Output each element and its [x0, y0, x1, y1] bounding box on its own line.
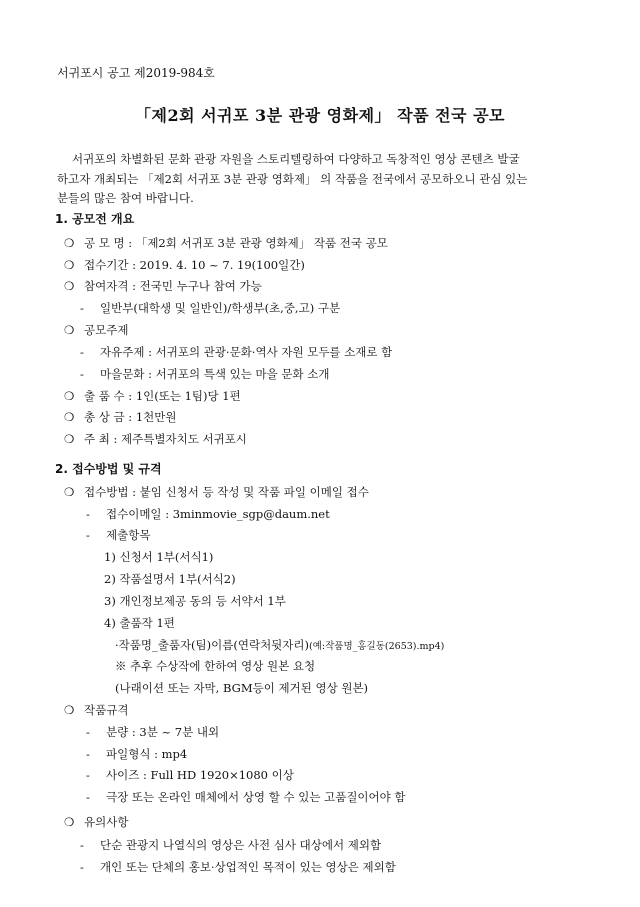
list-subitem: - 단순 관광지 나열식의 영상은 사전 심사 대상에서 제외함 [80, 838, 382, 852]
bullet-circle-icon: ❍ [64, 258, 75, 272]
bullet-circle-icon: ❍ [64, 432, 75, 446]
intro-line-3: 분들의 많은 참여 바랍니다. [57, 191, 194, 205]
list-item: ❍ 유의사항 [64, 815, 129, 829]
dash-bullet: - [86, 790, 90, 804]
bullet-circle-icon: ❍ [64, 323, 75, 337]
list-subitem: - 제출항목 [86, 528, 151, 542]
email-address: 접수이메일 : 3minmovie_sgp@daum.net [106, 507, 330, 521]
list-item: ❍ 참여자격 : 전국민 누구나 참여 가능 [64, 279, 262, 293]
bullet-circle-icon: ❍ [64, 410, 75, 424]
numbered-item: 1) 신청서 1부(서식1) [104, 550, 214, 564]
dash-bullet: - [86, 768, 90, 782]
dash-bullet: - [80, 345, 84, 359]
bullet-circle-icon: ❍ [64, 815, 75, 829]
dash-bullet: - [86, 528, 90, 542]
list-subitem [86, 507, 330, 522]
dash-bullet: - [80, 301, 84, 315]
bullet-circle-icon: ❍ [64, 236, 75, 250]
section1-heading: 1. 공모전 개요 [55, 212, 135, 226]
list-subitem: - 분량 : 3분 ~ 7분 내외 [86, 725, 220, 739]
dash-bullet: - [86, 507, 90, 521]
note-line: ※ 추후 수상작에 한하여 영상 원본 요청 [115, 659, 316, 673]
bullet-circle-icon: ❍ [64, 389, 75, 403]
list-subitem: - 파일형식 : mp4 [86, 747, 188, 761]
dash-bullet: - [80, 838, 84, 852]
numbered-item: 3) 개인정보제공 동의 등 서약서 1부 [104, 594, 286, 608]
notice-number: 서귀포시 공고 제2019-984호 [57, 66, 215, 80]
list-subitem: - 일반부(대학생 및 일반인)/학생부(초,중,고) 구분 [80, 301, 341, 315]
dash-bullet: - [86, 747, 90, 761]
dash-bullet: - [80, 860, 84, 874]
list-subitem: - 사이즈 : Full HD 1920×1080 이상 [86, 768, 294, 782]
list-item: ❍ 접수방법 : 붙임 신청서 등 작성 및 작품 파일 이메일 접수 [64, 485, 369, 499]
list-subitem: - 자유주제 : 서귀포의 관광·문화·역사 자원 모두를 소재로 함 [80, 345, 393, 359]
bullet-circle-icon: ❍ [64, 279, 75, 293]
numbered-item: 2) 작품설명서 1부(서식2) [104, 572, 236, 586]
filename-example: (예:작품명_홍길동(2653).mp4) [309, 641, 445, 652]
list-item: ❍ 공 모 명 : 「제2회 서귀포 3분 관광 영화제」 작품 전국 공모 [64, 236, 388, 250]
list-subitem: - 개인 또는 단체의 홍보·상업적인 목적이 있는 영상은 제외함 [80, 860, 396, 874]
list-item: ❍ 출 품 수 : 1인(또는 1팀)당 1편 [64, 389, 241, 403]
bullet-circle-icon: ❍ [64, 703, 75, 717]
intro-line-1: 서귀포의 차별화된 문화 관광 자원을 스토리텔링하여 다양하고 독창적인 영상 콘텐츠 발굴 [72, 152, 520, 166]
section2-heading: 2. 접수방법 및 규격 [55, 462, 162, 476]
list-item: ❍ 작품규격 [64, 703, 129, 717]
list-item: ❍ 주 최 : 제주특별자치도 서귀포시 [64, 432, 247, 446]
dash-bullet: - [86, 725, 90, 739]
list-item: ❍ 총 상 금 : 1천만원 [64, 410, 177, 424]
numbered-item: 4) 출품작 1편 [104, 616, 175, 630]
list-subitem: - 마을문화 : 서귀포의 특색 있는 마을 문화 소개 [80, 367, 330, 381]
page-title: 「제2회 서귀포 3분 관광 영화제」 작품 전국 공모 [134, 106, 505, 125]
list-item: ❍ 접수기간 : 2019. 4. 10 ~ 7. 19(100일간) [64, 258, 305, 272]
bullet-circle-icon: ❍ [64, 485, 75, 499]
filename-format: ·작품명_출품자(팀)이름(연락처뒷자리)(예:작품명_홍길동(2653).mp4) [115, 638, 445, 652]
dash-bullet: - [80, 367, 84, 381]
intro-line-2: 하고자 개최되는 「제2회 서귀포 3분 관광 영화제」 의 작품을 전국에서 공모하오니 관심 있는 [57, 172, 528, 186]
note-line: (나래이션 또는 자막, BGM등이 제거된 영상 원본) [115, 681, 369, 695]
list-item: ❍ 공모주제 [64, 323, 129, 337]
list-subitem: - 극장 또는 온라인 매체에서 상영 할 수 있는 고품질이어야 함 [86, 790, 406, 804]
